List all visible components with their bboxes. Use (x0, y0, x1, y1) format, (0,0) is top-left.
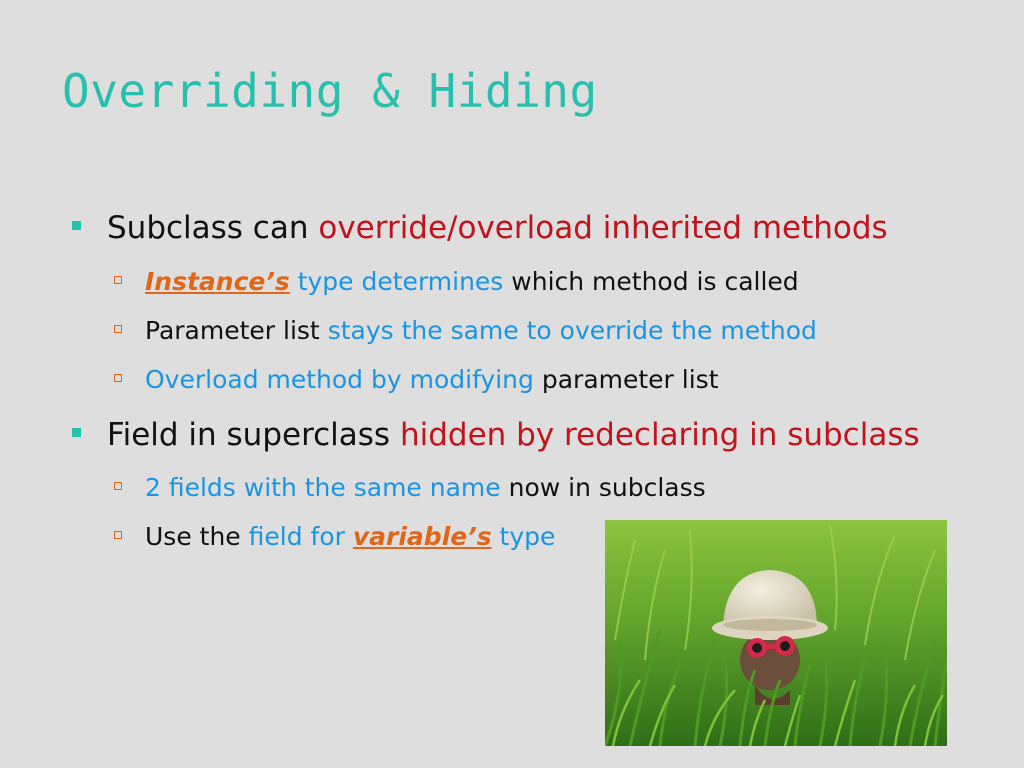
emphasis-variables: variable’s (352, 522, 492, 551)
bullet-text: Subclass can (107, 210, 319, 246)
sub-bullet-marker (114, 276, 122, 284)
bullet-highlight: field for (248, 522, 353, 551)
bullet-text: parameter list (533, 365, 719, 394)
explorer-in-grass-photo (605, 520, 947, 746)
emphasis-instances: Instance’s (145, 267, 290, 296)
bullet-text: Field in superclass (107, 417, 400, 453)
sub-bullet-marker (114, 531, 122, 539)
sub-bullet-marker (114, 325, 122, 333)
slide-title: Overriding & Hiding (62, 64, 598, 118)
bullet-text: now in subclass (500, 473, 706, 502)
bullet-marker (72, 221, 81, 230)
bullet-highlight: Overload method by modifying (145, 365, 534, 394)
bullet-text: which method is called (503, 267, 799, 296)
bullet-highlight: stays the same to override the method (327, 316, 817, 345)
bullet-highlight: 2 fields with the same name (145, 473, 501, 502)
sub-bullet-marker (114, 482, 122, 490)
bullet-highlight: type determines (289, 267, 504, 296)
bullet-text: Use the (145, 522, 249, 551)
bullet-highlight: override/overload inherited methods (318, 210, 888, 246)
sub-bullet-marker (114, 374, 122, 382)
grass-explorer-illustration (605, 520, 947, 746)
bullet-highlight: hidden by redeclaring in subclass (399, 417, 920, 453)
bullet-marker (72, 428, 81, 437)
bullet-highlight: type (491, 522, 556, 551)
bullet-text: Parameter list (145, 316, 328, 345)
